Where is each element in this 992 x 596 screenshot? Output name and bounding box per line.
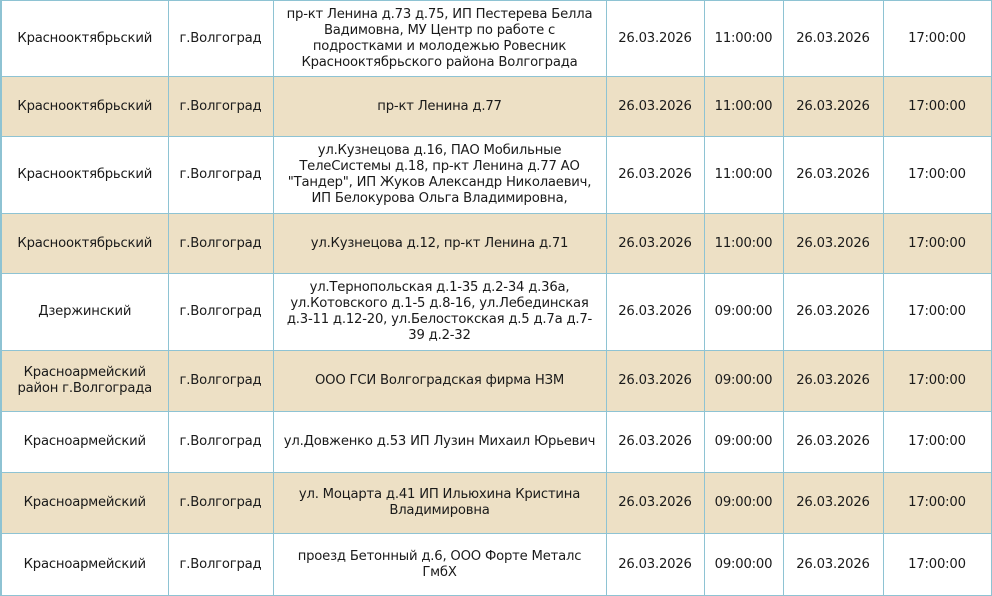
- cell-district: Дзержинский: [1, 274, 168, 351]
- table-row: [1, 473, 991, 534]
- cell-district: Краснооктябрьский: [1, 1, 168, 77]
- table-row: [1, 77, 991, 137]
- cell-end-date: 26.03.2026: [783, 473, 883, 534]
- cell-end-date: 26.03.2026: [783, 534, 883, 596]
- cell-district: Краснооктябрьский: [1, 77, 168, 137]
- cell-city: г.Волгоград: [168, 534, 273, 596]
- cell-start-date: 26.03.2026: [606, 351, 704, 412]
- cell-district: Красноармейский: [1, 534, 168, 596]
- cell-city: г.Волгоград: [168, 351, 273, 412]
- table-row: [1, 534, 991, 596]
- cell-end-time: 17:00:00: [883, 137, 991, 214]
- cell-start-date: 26.03.2026: [606, 1, 704, 77]
- cell-end-date: 26.03.2026: [783, 214, 883, 274]
- cell-end-date: 26.03.2026: [783, 77, 883, 137]
- cell-start-date: 26.03.2026: [606, 137, 704, 214]
- cell-city: г.Волгоград: [168, 412, 273, 473]
- cell-start-time: 09:00:00: [704, 412, 783, 473]
- cell-city: г.Волгоград: [168, 1, 273, 77]
- cell-address: проезд Бетонный д.6, ООО Форте Металс ГмбХ: [273, 534, 606, 596]
- cell-end-time: 17:00:00: [883, 214, 991, 274]
- table-row: [1, 214, 991, 274]
- cell-end-time: 17:00:00: [883, 77, 991, 137]
- cell-address: пр-кт Ленина д.73 д.75, ИП Пестерева Белла Вадимовна, МУ Центр по работе с подростками и молодежью Ровесник Краснооктябрьского района Волгограда: [273, 1, 606, 77]
- cell-address: ул.Кузнецова д.12, пр-кт Ленина д.71: [273, 214, 606, 274]
- cell-city: г.Волгоград: [168, 137, 273, 214]
- cell-end-date: 26.03.2026: [783, 412, 883, 473]
- cell-end-time: 17:00:00: [883, 1, 991, 77]
- cell-address: ул.Тернопольская д.1-35 д.2-34 д.36а, ул.Котовского д.1-5 д.8-16, ул.Лебединская д.3-11 д.12-20, ул.Белостокская д.5 д.7а д.7-39 д.2-32: [273, 274, 606, 351]
- cell-start-date: 26.03.2026: [606, 473, 704, 534]
- table-row: [1, 351, 991, 412]
- cell-end-time: 17:00:00: [883, 412, 991, 473]
- cell-district: Красноармейский: [1, 473, 168, 534]
- cell-start-date: 26.03.2026: [606, 214, 704, 274]
- cell-city: г.Волгоград: [168, 274, 273, 351]
- cell-start-time: 09:00:00: [704, 473, 783, 534]
- cell-district: Краснооктябрьский: [1, 214, 168, 274]
- cell-address: ул.Довженко д.53 ИП Лузин Михаил Юрьевич: [273, 412, 606, 473]
- cell-start-time: 11:00:00: [704, 214, 783, 274]
- cell-city: г.Волгоград: [168, 214, 273, 274]
- cell-start-date: 26.03.2026: [606, 274, 704, 351]
- cell-district: Краснооктябрьский: [1, 137, 168, 214]
- cell-end-time: 17:00:00: [883, 534, 991, 596]
- cell-district: Красноармейский район г.Волгограда: [1, 351, 168, 412]
- cell-start-time: 11:00:00: [704, 77, 783, 137]
- cell-address: ООО ГСИ Волгоградская фирма НЗМ: [273, 351, 606, 412]
- cell-start-time: 11:00:00: [704, 137, 783, 214]
- cell-start-time: 11:00:00: [704, 1, 783, 77]
- cell-start-time: 09:00:00: [704, 534, 783, 596]
- cell-end-date: 26.03.2026: [783, 274, 883, 351]
- cell-district: Красноармейский: [1, 412, 168, 473]
- cell-address: пр-кт Ленина д.77: [273, 77, 606, 137]
- cell-city: г.Волгоград: [168, 77, 273, 137]
- table-row: [1, 137, 991, 214]
- cell-end-date: 26.03.2026: [783, 137, 883, 214]
- table-row: [1, 1, 991, 77]
- cell-address: ул.Кузнецова д.16, ПАО Мобильные ТелеСистемы д.18, пр-кт Ленина д.77 АО "Тандер", ИП Жуков Александр Николаевич, ИП Белокурова Ольга Владимировна,: [273, 137, 606, 214]
- cell-end-date: 26.03.2026: [783, 1, 883, 77]
- cell-start-date: 26.03.2026: [606, 77, 704, 137]
- cell-start-date: 26.03.2026: [606, 412, 704, 473]
- cell-start-time: 09:00:00: [704, 351, 783, 412]
- cell-end-time: 17:00:00: [883, 351, 991, 412]
- cell-start-time: 09:00:00: [704, 274, 783, 351]
- cell-end-time: 17:00:00: [883, 274, 991, 351]
- cell-end-time: 17:00:00: [883, 473, 991, 534]
- cell-city: г.Волгоград: [168, 473, 273, 534]
- cell-start-date: 26.03.2026: [606, 534, 704, 596]
- cell-address: ул. Моцарта д.41 ИП Ильюхина Кристина Владимировна: [273, 473, 606, 534]
- cell-end-date: 26.03.2026: [783, 351, 883, 412]
- table-row: [1, 412, 991, 473]
- table-row: [1, 274, 991, 351]
